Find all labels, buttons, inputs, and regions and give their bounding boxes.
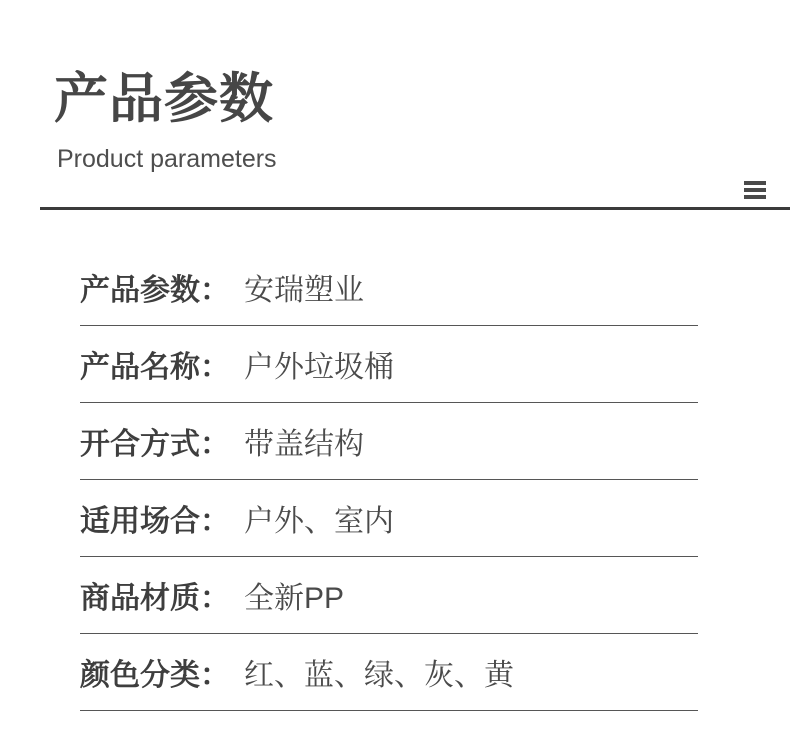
header-divider [40, 207, 790, 210]
table-row [80, 326, 698, 403]
param-label: 适用场合： [80, 505, 230, 538]
page-subtitle: Product parameters [57, 145, 277, 173]
table-row [80, 634, 698, 711]
param-label: 开合方式： [80, 428, 230, 461]
param-value: 安瑞塑业 [244, 274, 364, 307]
param-value: 全新PP [244, 582, 345, 615]
param-value: 户外垃圾桶 [244, 351, 394, 384]
table-row [80, 480, 698, 557]
param-value: 带盖结构 [244, 428, 364, 461]
table-row [80, 557, 698, 634]
table-row [80, 403, 698, 480]
page-title: 产品参数 [54, 69, 274, 129]
param-label: 颜色分类： [80, 659, 230, 692]
param-label: 商品材质： [80, 582, 230, 615]
param-label: 产品参数： [80, 274, 230, 307]
hamburger-bar [744, 188, 766, 192]
param-value: 红、蓝、绿、灰、黄 [244, 659, 514, 692]
param-label: 产品名称： [80, 351, 230, 384]
hamburger-bar [744, 195, 766, 199]
parameters-table [80, 249, 698, 711]
hamburger-bar [744, 181, 766, 185]
table-row [80, 249, 698, 326]
param-value: 户外、室内 [244, 505, 394, 538]
hamburger-icon [744, 181, 766, 199]
